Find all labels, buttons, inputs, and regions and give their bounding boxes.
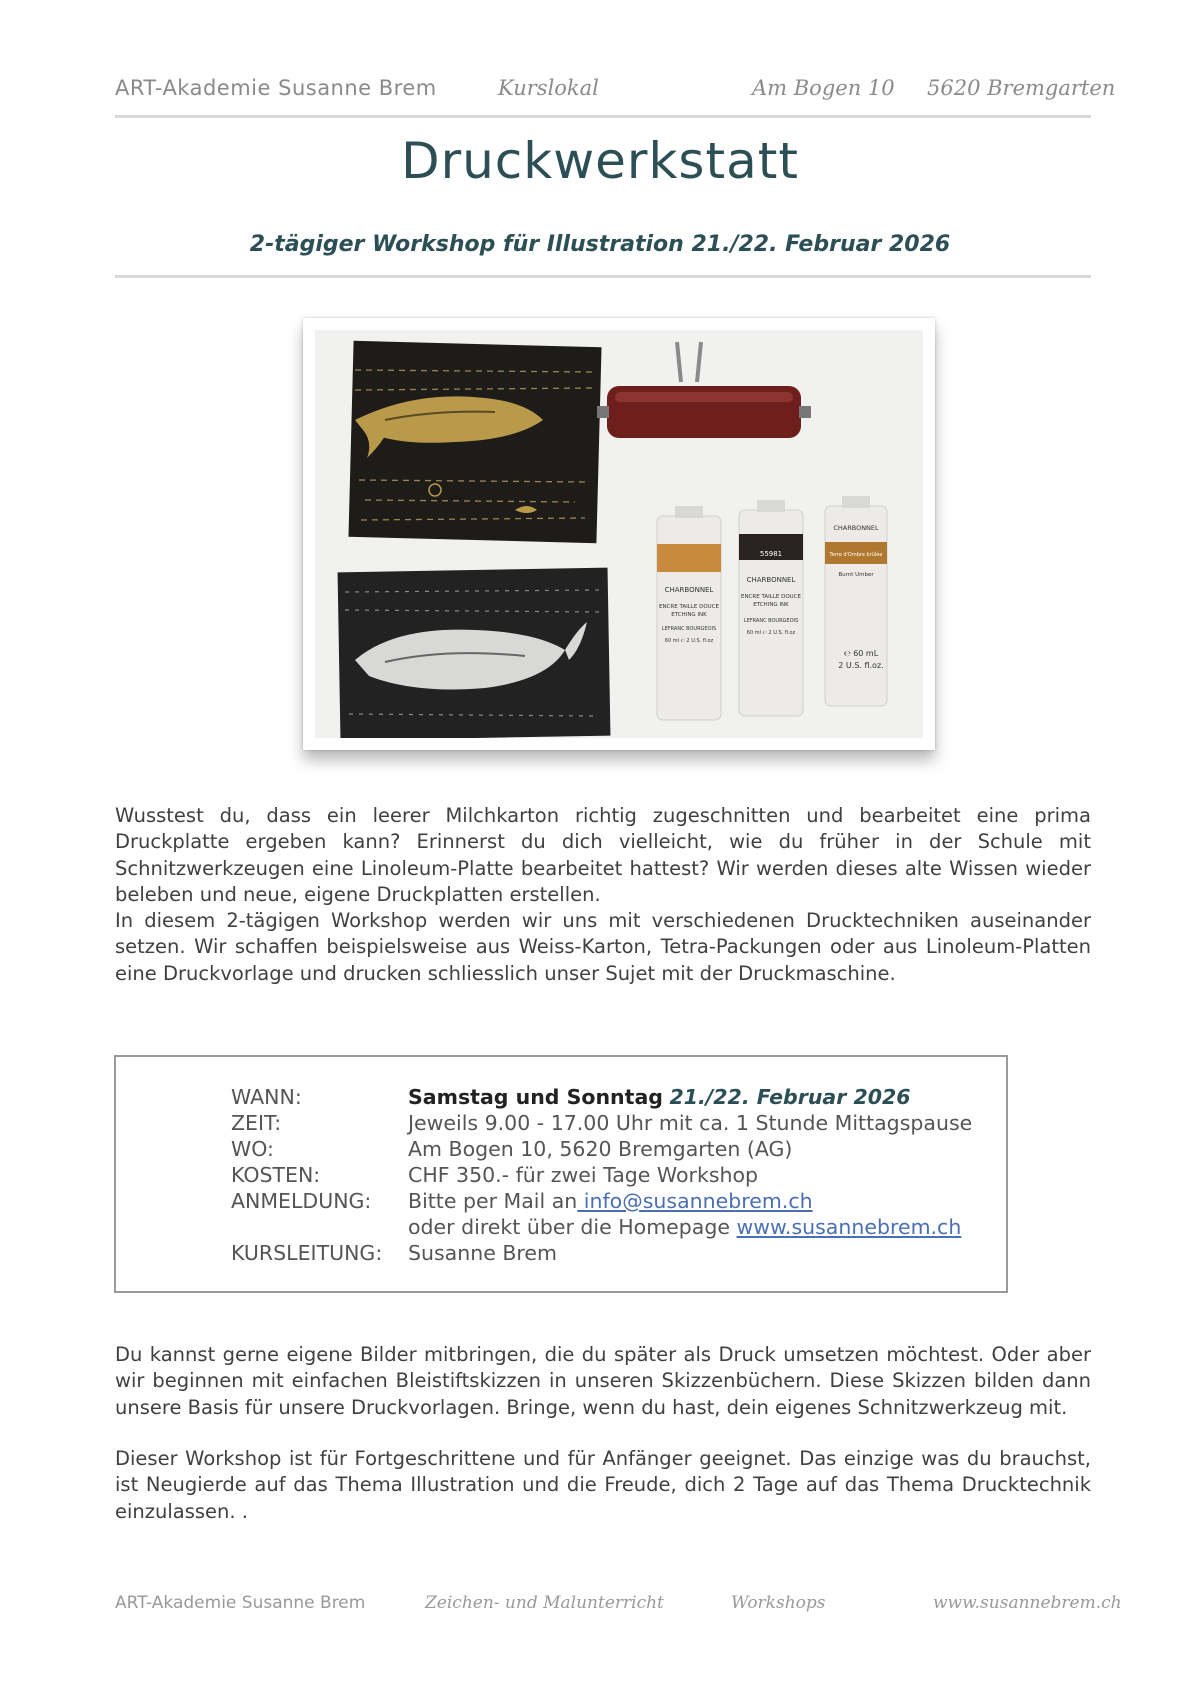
tube1-line4: 60 ml ℮ 2 U.S. fl.oz (664, 638, 714, 644)
page-header (115, 72, 1116, 112)
header-street: Am Bogen 10 (752, 76, 895, 100)
page-footer (115, 1593, 1122, 1623)
anmeldung-label: ANMELDUNG: (231, 1189, 372, 1213)
kosten-value: CHF 350.- für zwei Tage Workshop (408, 1163, 759, 1187)
footer-brand: ART-Akademie Susanne Brem (115, 1593, 366, 1613)
wann-date: 21./22. Februar 2026 (669, 1085, 911, 1109)
tube2-top: 55981 (759, 550, 783, 558)
paint-tube-ochre (657, 506, 721, 720)
homepage-text: oder direkt über die Homepage (408, 1215, 730, 1239)
header-brand: ART-Akademie Susanne Brem (115, 76, 437, 100)
body-paragraph-4: Dieser Workshop ist für Fortgeschrittene und für Anfänger geeignet. Das einzige was du brauchst, ist Neugierde auf das Thema Illustration und die Freude, dich 2 Tage auf das Thema Drucktechnik einzulassen. . (115, 1447, 1091, 1523)
footer-unterricht: Zeichen- und Malunterricht (425, 1593, 664, 1613)
tube1-line2: ETCHING INK (671, 612, 707, 618)
email-link[interactable]: info@susannebrem.ch (577, 1189, 813, 1213)
paint-tube-umber (825, 496, 887, 706)
print-materials-illustration (315, 330, 923, 738)
subtitle-divider (115, 275, 1091, 278)
tube3-line2: Burnt Umber (838, 572, 874, 578)
wann-label: WANN: (231, 1085, 302, 1109)
white-whale-print (338, 568, 611, 738)
wo-label: WO: (231, 1137, 274, 1161)
intro-paragraph-2: In diesem 2-tägigen Workshop werden wir uns mit verschiedenen Drucktechniken auseinander setzen. Wir schaffen beispielsweise aus Weiss-Karton, Tetra-Packungen oder aus Linoleum-Platten eine Druckvorlage und drucken schliesslich unser Sujet mit der Druckmaschine. (115, 909, 1091, 985)
tube3-line1: Terre d'Ombre brûlée (829, 552, 883, 558)
intro-paragraph-1: Wusstest du, dass ein leerer Milchkarton richtig zugeschnitten und bearbeitet eine prima Druckplatte ergeben kann? Erinnerst du dich vielleicht, wie du früher in der Schule mit Schnitzwerkzeugen eine Linoleum-Platte bearbeitet hattest? Wir werden dieses alte Wissen wieder beleben und neue, eigene Druckplatten erstellen. (115, 804, 1091, 906)
anmeldung-value: Bitte per Mail an (408, 1189, 578, 1213)
tube2-line4: 60 ml ℮ 2 U.S. fl.oz (746, 630, 796, 636)
tube1-line1: ENCRE TAILLE DOUCE (658, 604, 720, 610)
page-subtitle: 2-tägiger Workshop für Illustration 21./22. Februar 2026 (249, 232, 951, 257)
header-divider (115, 115, 1091, 118)
body-paragraph-3: Du kannst gerne eigene Bilder mitbringen, die du später als Druck umsetzen möchtest. Oder aber wir beginnen mit einfachen Bleistiftskizzen in unseren Skizzenbüchern. Diese Skizzen bilden dann unsere Basis für unsere Druckvorlagen. Bringe, wenn du hast, dein eigenes Schnitzwerkzeug mit. (115, 1343, 1091, 1419)
kursleitung-value: Susanne Brem (408, 1241, 557, 1265)
paint-tube-black (739, 500, 803, 716)
kosten-label: KOSTEN: (231, 1163, 321, 1187)
page-title: Druckwerkstatt (401, 132, 799, 190)
info-box (114, 1055, 1008, 1293)
workshop-photo (303, 318, 935, 750)
header-location: Kurslokal (498, 76, 599, 100)
tube3-brand: CHARBONNEL (833, 524, 879, 532)
tube2-brand: CHARBONNEL (746, 576, 796, 584)
homepage-link[interactable]: www.susannebrem.ch (736, 1215, 962, 1239)
gold-whale-print (348, 341, 601, 543)
tube3-line4: 2 U.S. fl.oz. (838, 661, 884, 670)
tube3-line3: ℮ 60 mL (843, 649, 879, 658)
tube1-line3: LEFRANC BOURGEOIS (661, 626, 717, 632)
zeit-label: ZEIT: (231, 1111, 282, 1135)
tube2-line3: LEFRANC BOURGEOIS (743, 618, 799, 624)
zeit-value: Jeweils 9.00 - 17.00 Uhr mit ca. 1 Stunde Mittagspause (408, 1111, 973, 1135)
header-city: 5620 Bremgarten (927, 76, 1116, 100)
kursleitung-label: KURSLEITUNG: (231, 1241, 383, 1265)
footer-workshops: Workshops (731, 1593, 826, 1613)
tube1-brand: CHARBONNEL (664, 586, 714, 594)
tube2-line2: ETCHING INK (753, 602, 789, 608)
footer-website-link[interactable]: www.susannebrem.ch (933, 1593, 1122, 1613)
wo-value: Am Bogen 10, 5620 Bremgarten (AG) (408, 1137, 793, 1161)
tube2-line1: ENCRE TAILLE DOUCE (740, 594, 802, 600)
wann-value: Samstag und Sonntag (408, 1085, 663, 1109)
